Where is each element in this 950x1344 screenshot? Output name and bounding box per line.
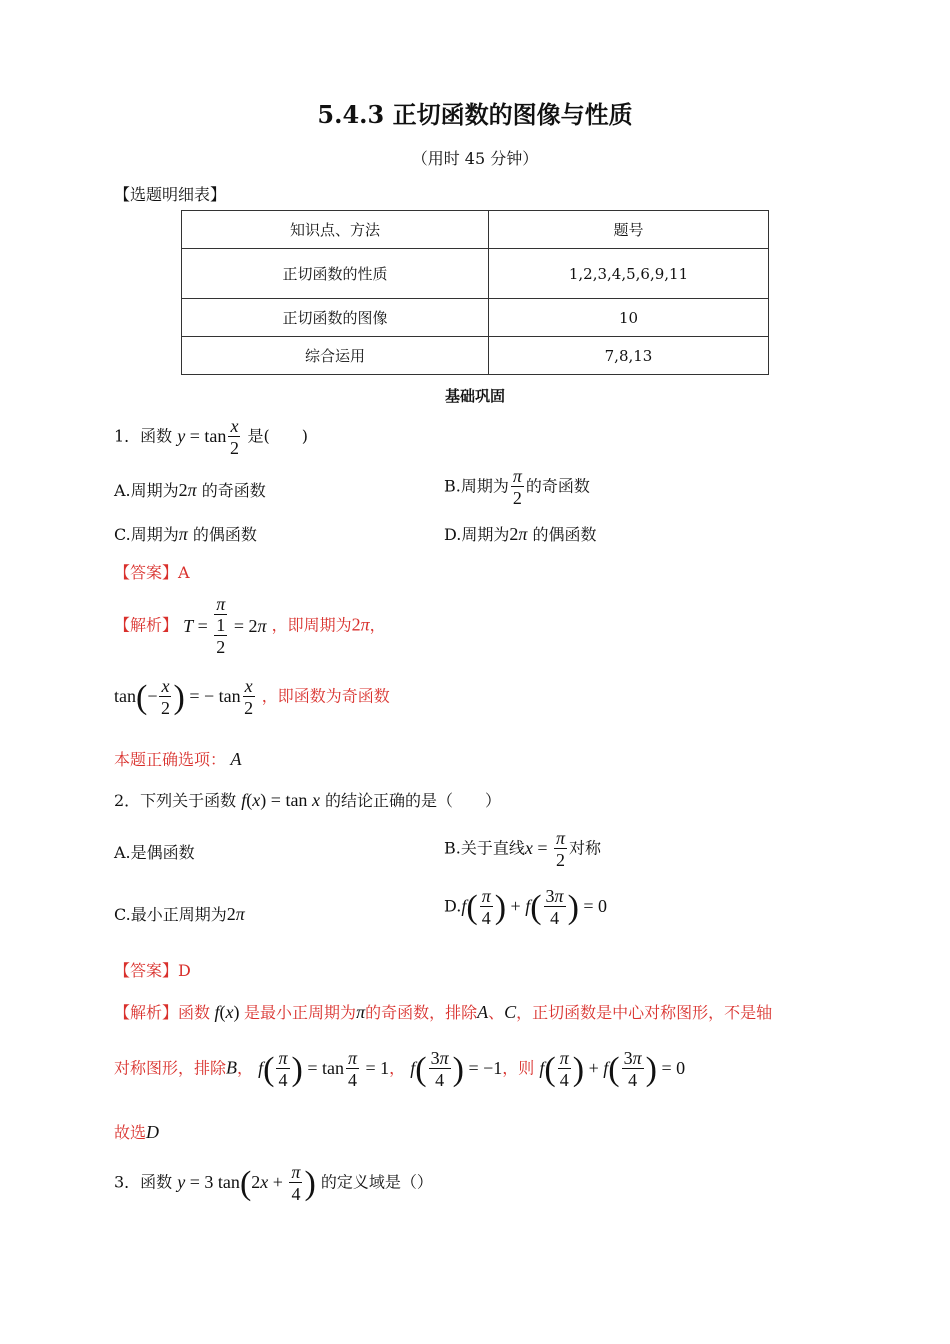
- q2-explanation-2: 对称图形，排除B， f( $\frac{\pi}{4}$ ) = tan $\frac{\pi}{4}$ = 1， f( $\frac{3\pi}{4}$ ) = −1，则 f( $\frac{\pi}{4}$ ) + f( $\frac{3\pi}{4}$ ) = 0: [114, 1048, 686, 1090]
- q3-stem-text: 3．函数: [114, 1172, 173, 1192]
- explanation-text: ，正切函数是中心对称图形，不是轴: [516, 1003, 773, 1022]
- explanation-tag: 【解析】: [114, 615, 179, 635]
- option-text: A.周期为: [114, 481, 179, 500]
- q1-option-a: A.周期为2π 的奇函数: [114, 480, 266, 500]
- q2-final: 故选D: [114, 1122, 160, 1142]
- q2-stem: 2．下列关于函数 f(x) = tan x 的结论正确的是（ ）: [114, 790, 502, 810]
- q2-stem-text: 2．下列关于函数: [114, 791, 237, 810]
- table-cell: 正切函数的图像: [182, 299, 489, 337]
- q2-option-a: A.是偶函数: [114, 843, 195, 862]
- q2-stem-text-2: 的结论正确的是（ ）: [325, 791, 502, 810]
- q1-option-b: B.周期为 $\frac{\pi}{2}$ 的奇函数: [444, 466, 590, 508]
- table-cell: 7,8,13: [489, 337, 769, 375]
- q3-stem-text-2: 的定义域是（）: [320, 1172, 433, 1192]
- explanation-text: 函数: [178, 1003, 211, 1022]
- q3-stem: 3．函数 y = 3 tan(2x + $\frac{\pi}{4}$ ) 的定义域是（）: [114, 1162, 433, 1204]
- q1-formula: y = tan $\frac{x}{2}$: [177, 416, 239, 458]
- q2-explanation: 【解析】函数 f(x) 是最小正周期为π的奇函数，排除A、C，正切函数是中心对称图形，不是轴: [114, 1002, 773, 1022]
- q2-option-b: B.关于直线x = $\frac{\pi}{2}$ 对称: [444, 828, 602, 870]
- explanation-text: ，: [237, 1058, 254, 1078]
- q2-option-d: D.f( $\frac{\pi}{4}$ ) + f( $\frac{3\pi}{4}$ ) = 0: [444, 886, 608, 928]
- table-cell: 正切函数的性质: [182, 249, 489, 299]
- explanation-text: 的奇函数，排除: [365, 1003, 478, 1022]
- table-header: 题号: [489, 211, 769, 249]
- final-text: 本题正确选项：: [114, 750, 227, 769]
- table-cell: 10: [489, 299, 769, 337]
- q1-stem-text-2: 是( ): [247, 426, 309, 446]
- q1-stem-text: 1．函数: [114, 426, 173, 446]
- table-header: 知识点、方法: [182, 211, 489, 249]
- option-text: 对称: [569, 838, 602, 858]
- option-text: B.周期为: [444, 476, 509, 496]
- option-text: D.: [444, 896, 462, 916]
- q1-stem: [114, 416, 308, 459]
- explanation-tag: 【解析】: [114, 1003, 179, 1022]
- table-header-row: [182, 211, 769, 249]
- option-text: B.关于直线: [444, 838, 525, 858]
- q1-explanation: 【解析】 T = π $\frac{1}{2}$ = 2 π ，即周期为2π，: [114, 594, 386, 657]
- option-text: D.周期为: [444, 525, 510, 544]
- q1-explanation-2: tan(− $\frac{x}{2}$ ) = − tan $\frac{x}{2}$ ，即函数为奇函数: [114, 676, 390, 718]
- table-row: [182, 299, 769, 337]
- q1-option-c: C.周期为π 的偶函数: [114, 524, 257, 544]
- option-text: 的奇函数: [201, 481, 266, 500]
- table-label: 【选题明细表】: [114, 185, 227, 204]
- table-row: [182, 337, 769, 375]
- final-text: 故选: [114, 1123, 147, 1142]
- explanation-text: 对称图形，排除: [114, 1058, 227, 1078]
- explanation-text: ，即函数为奇函数: [261, 686, 390, 706]
- topic-table: [181, 210, 769, 375]
- option-text: 的偶函数: [532, 525, 597, 544]
- explanation-text: ，则: [502, 1058, 535, 1078]
- option-text: C.最小正周期为: [114, 905, 227, 924]
- table-row: [182, 249, 769, 299]
- q1-option-d: D.周期为2π 的偶函数: [444, 524, 597, 544]
- option-text: 的奇函数: [525, 476, 590, 496]
- q1-final: 本题正确选项： A: [114, 749, 242, 769]
- table-cell: 1,2,3,4,5,6,9,11: [489, 249, 769, 299]
- explanation-text: ，即周期为: [271, 615, 352, 635]
- q1-answer: 【答案】A: [114, 563, 190, 582]
- q2-option-c: C.最小正周期为2π: [114, 904, 245, 924]
- q2-answer: 【答案】D: [114, 961, 191, 980]
- explanation-text: 是最小正周期为: [244, 1003, 357, 1022]
- section-heading: 基础巩固: [444, 387, 505, 405]
- page-title: 5.4.3 正切函数的图像与性质: [317, 100, 633, 129]
- table-cell: 综合运用: [182, 337, 489, 375]
- option-text: C.周期为: [114, 525, 179, 544]
- option-text: 的偶函数: [192, 525, 257, 544]
- time-limit: （用时 45 分钟）: [411, 149, 539, 168]
